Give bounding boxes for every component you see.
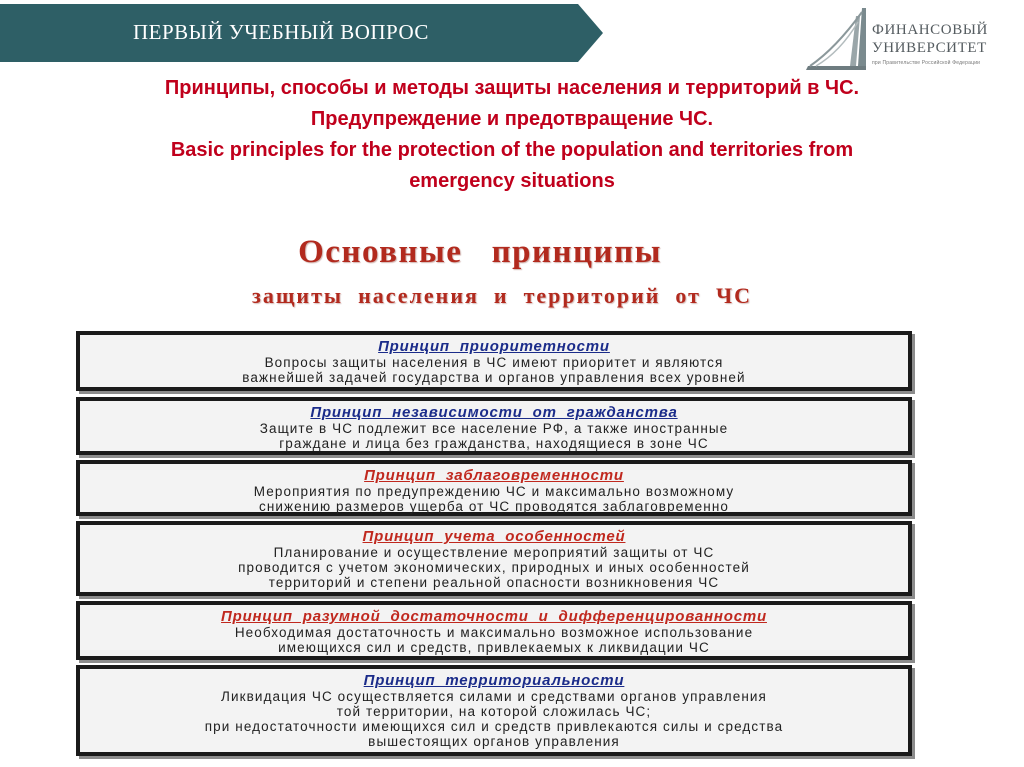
principle-text: Защите в ЧС подлежит все население РФ, а также иностранные xyxy=(259,421,729,436)
principle-box xyxy=(76,331,912,391)
principle-title: Принцип учета особенностей xyxy=(362,528,626,545)
principle-text: при недостаточности имеющихся сил и средств привлекаются силы и средства xyxy=(204,719,784,734)
principle-title: Принцип разумной достаточности и дифференцированности xyxy=(221,608,767,625)
page-heading xyxy=(40,73,984,197)
principle-text: Планирование и осуществление мероприятий защиты от ЧС xyxy=(273,545,715,560)
principle-box xyxy=(76,601,912,660)
principle-title: Принцип приоритетности xyxy=(378,338,610,355)
principle-text: вышестоящих органов управления xyxy=(368,734,620,749)
principle-title: Принцип заблаговременности xyxy=(364,467,624,484)
logo-text-line3: при Правительстве Российской Федерации xyxy=(872,60,981,66)
university-logo xyxy=(806,8,1018,70)
heading-line: Basic principles for the protection of the population and territories from xyxy=(170,139,854,161)
principle-text: граждане и лица без гражданства, находящиеся в зоне ЧС xyxy=(279,436,709,451)
banner-title: ПЕРВЫЙ УЧЕБНЫЙ ВОПРОС xyxy=(133,20,429,44)
principle-title: Принцип территориальности xyxy=(363,672,625,689)
principle-box xyxy=(76,665,912,756)
principle-title: Принцип независимости от гражданства xyxy=(310,404,678,421)
logo-emblem-icon xyxy=(806,8,870,70)
principle-text: важнейшей задачей государства и органов управления всех уровней xyxy=(242,370,746,385)
logo-text-line2: УНИВЕРСИТЕТ xyxy=(872,40,987,56)
heading-line: emergency situations xyxy=(409,170,615,192)
principle-box xyxy=(76,521,912,596)
heading-line: Предупреждение и предотвращение ЧС. xyxy=(310,108,714,130)
principle-text: Необходимая достаточность и максимально возможное использование xyxy=(234,625,754,640)
principle-text: снижению размеров ущерба от ЧС проводятся заблаговременно xyxy=(258,499,729,514)
principle-box xyxy=(76,460,912,516)
principle-text: Мероприятия по предупреждению ЧС и максимально возможному xyxy=(253,484,735,499)
slide-title: Основные принципы xyxy=(298,234,662,270)
slide-subtitle: защиты населения и территорий от ЧС xyxy=(252,283,752,308)
principle-text: Вопросы защиты населения в ЧС имеют приоритет и являются xyxy=(264,355,724,370)
principle-text: той территории, на которой сложилась ЧС; xyxy=(336,704,652,719)
principle-text: Ликвидация ЧС осуществляется силами и средствами органов управления xyxy=(221,689,767,704)
principle-text: имеющихся сил и средств, привлекаемых к ликвидации ЧС xyxy=(278,640,710,655)
principle-box xyxy=(76,397,912,455)
principle-text: проводится с учетом экономических, природных и иных особенностей xyxy=(238,560,750,575)
principle-text: территорий и степени реальной опасности возникновения ЧС xyxy=(268,575,720,590)
heading-line: Принципы, способы и методы защиты населения и территорий в ЧС. xyxy=(164,77,860,99)
logo-text-line1: ФИНАНСОВЫЙ xyxy=(872,22,988,38)
